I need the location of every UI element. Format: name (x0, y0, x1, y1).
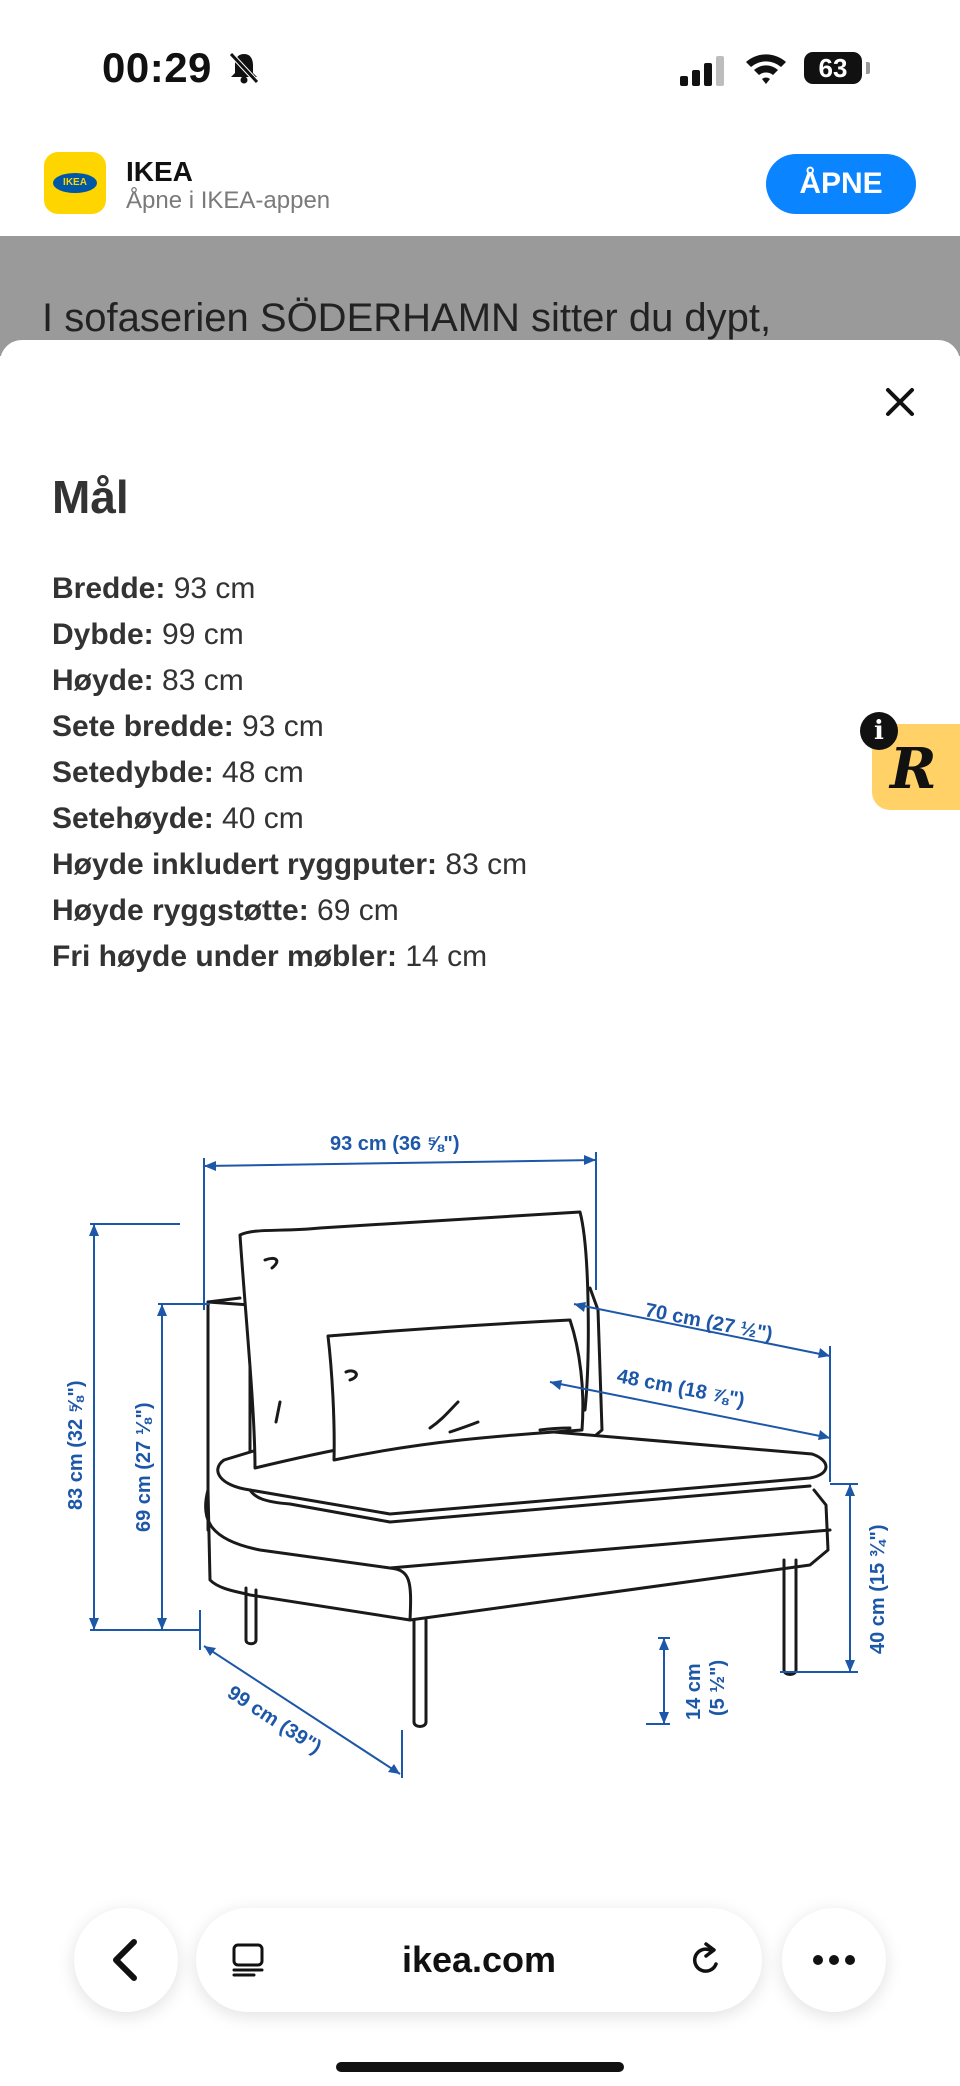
armchair-drawing (206, 1212, 830, 1727)
spec-label: Høyde inkludert ryggputer: (52, 848, 438, 881)
ikea-app-logo (44, 152, 106, 214)
chevron-left-icon (74, 1908, 178, 2012)
home-indicator (336, 2062, 624, 2072)
spec-value: 93 cm (233, 710, 324, 743)
back-height-dimension-label: 69 cm (27 ⅛") (133, 1402, 155, 1532)
spec-item (52, 566, 527, 612)
spec-label: Sete bredde: (52, 710, 234, 743)
spec-value: 14 cm (397, 940, 488, 973)
battery-tip (866, 62, 870, 74)
reload-icon[interactable] (686, 1940, 726, 1980)
depth-dimension-label: 99 cm (39") (223, 1681, 326, 1759)
status-time: 00:29 (102, 44, 212, 91)
wifi-icon (744, 50, 788, 86)
more-options-button[interactable] (782, 1908, 886, 2012)
app-subtitle: Åpne i IKEA-appen (126, 187, 331, 214)
spec-label: Fri høyde under møbler: (52, 940, 398, 973)
height-dimension-label: 83 cm (32 ⅝") (65, 1380, 87, 1510)
extension-badge-letter: R (890, 736, 937, 802)
spec-label: Høyde: (52, 664, 154, 697)
open-app-button[interactable]: ÅPNE (766, 154, 916, 214)
dimension-spec-list (52, 566, 527, 980)
spec-item (52, 658, 527, 704)
app-name: IKEA (126, 156, 193, 187)
sheet-title: Mål (52, 471, 129, 523)
url-text: ikea.com (401, 1939, 557, 1980)
spec-item (52, 796, 527, 842)
spec-value: 40 cm (213, 802, 304, 835)
spec-item (52, 704, 527, 750)
width-dimension-label: 93 cm (36 ⅝") (330, 1133, 460, 1155)
spec-value: 83 cm (437, 848, 528, 881)
spec-item (52, 842, 527, 888)
spec-label: Setedybde: (52, 756, 214, 789)
spec-item (52, 934, 527, 980)
cellular-signal-icon (678, 54, 728, 86)
bell-slash-icon (226, 50, 262, 86)
address-bar[interactable] (196, 1908, 762, 2012)
clearance-dimension-label-imperial: (5 ½") (707, 1659, 729, 1716)
battery-indicator: 63 (804, 52, 862, 84)
dimension-diagram (50, 1110, 910, 1800)
back-button[interactable] (74, 1908, 178, 2012)
spec-item (52, 888, 527, 934)
more-icon (782, 1908, 886, 2012)
spec-item (52, 750, 527, 796)
background-page (0, 236, 960, 356)
spec-value: 48 cm (213, 756, 304, 789)
spec-value: 93 cm (165, 572, 256, 605)
clearance-dimension-label: 14 cm (683, 1663, 705, 1720)
spec-value: 83 cm (153, 664, 244, 697)
seat-depth-dimension-label: 48 cm (18 ⅞") (615, 1365, 747, 1412)
spec-value: 69 cm (308, 894, 399, 927)
info-icon[interactable]: i (860, 712, 898, 750)
spec-label: Høyde ryggstøtte: (52, 894, 309, 927)
spec-value: 99 cm (153, 618, 244, 651)
seat-height-dimension-label: 40 cm (15 ¾") (867, 1524, 889, 1654)
ikea-logo-text: IKEA (53, 173, 97, 193)
page-menu-icon[interactable] (230, 1942, 266, 1978)
spec-label: Bredde: (52, 572, 166, 605)
spec-label: Setehøyde: (52, 802, 214, 835)
spec-item (52, 612, 527, 658)
background-description-text: I sofaserien SÖDERHAMN sitter du dypt, (42, 296, 772, 340)
close-icon[interactable] (876, 378, 924, 426)
depth-top-dimension-label: 70 cm (27 ½") (643, 1299, 775, 1346)
spec-label: Dybde: (52, 618, 154, 651)
